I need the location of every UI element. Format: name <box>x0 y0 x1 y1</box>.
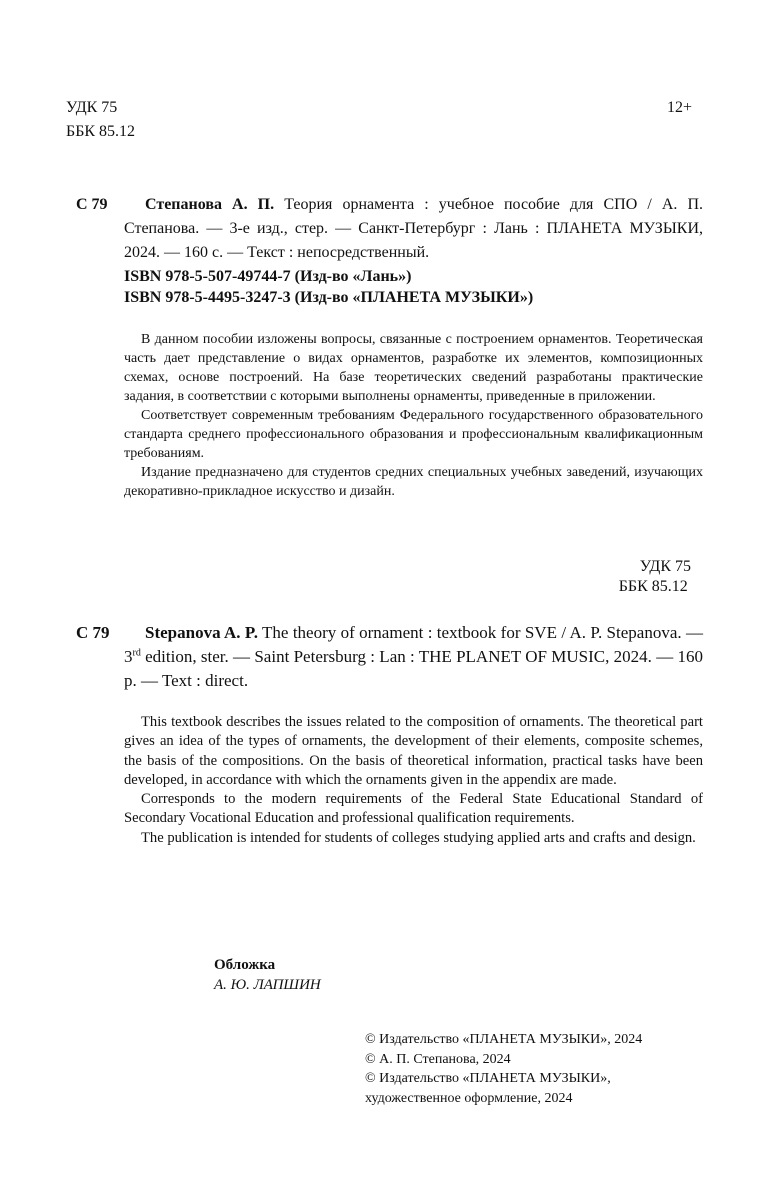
ru-entry-author: Степанова А. П. <box>145 196 275 213</box>
en-entry-title: The theory of ornament : textbook for SVE / A. P. Stepanova. — 3 <box>124 623 703 666</box>
en-abstract-paragraph: This textbook describes the issues related to the composition of ornaments. The theoretical part gives an idea of the types of ornaments, the development of their elements, composite schemes, the basis of the compositions. On the basis of theoretical information, practical tasks have been developed, in accordance with which the ornaments given in the appendix are made. <box>124 714 703 788</box>
en-abstract-paragraph: Corresponds to the modern requirements of the Federal State Educational Standard of Secondary Vocational Education and professional qualification requirements. <box>124 791 703 827</box>
en-abstract <box>124 713 703 848</box>
ru-abstract-paragraph: Издание предназначено для студентов средних специальных учебных заведений, изучающих декоративно-прикладное искусство и дизайн. <box>124 465 703 499</box>
bbk-code: ББК 85.12 <box>66 123 136 140</box>
en-abstract-paragraph: The publication is intended for students of colleges studying applied arts and crafts and design. <box>141 829 696 846</box>
ru-abstract <box>124 330 703 501</box>
ru-abstract-paragraph: Соответствует современным требованиям Федерального государственного образовательного стандарта среднего профессионального образования и профессиональным квалификационным требованиям. <box>124 408 703 461</box>
ru-abstract-paragraph: В данном пособии изложены вопросы, связанные с построением орнаментов. Теоретическая часть дает представление о видах орнаментов, разработке их элементов, композиционных схемах, основе построений. На базе теоретических сведений разработаны практические задания, в соответствии с которыми выполнены орнаменты, приведенные в приложении. <box>124 332 703 404</box>
isbn-planeta: ISBN 978-5-4495-3247-3 (Изд-во «ПЛАНЕТА МУЗЫКИ») <box>124 289 534 306</box>
ru-entry-body <box>124 193 703 265</box>
udk-code: УДК 75 <box>66 99 118 116</box>
isbn-lan: ISBN 978-5-507-49744-7 (Изд-во «Лань») <box>124 268 412 285</box>
ru-entry-code: С 79 <box>76 196 108 213</box>
copyright-line: © Издательство «ПЛАНЕТА МУЗЫКИ», <box>365 1071 611 1086</box>
copyright-line: художественное оформление, 2024 <box>365 1090 573 1106</box>
en-entry-code: С 79 <box>76 623 110 642</box>
classification-block <box>66 96 135 144</box>
cover-credit <box>214 955 321 995</box>
en-bibliographic-entry <box>76 621 703 693</box>
en-bbk-code: ББК 85.12 <box>618 578 688 595</box>
cover-label: Обложка <box>214 957 276 973</box>
copyright-line: © Издательство «ПЛАНЕТА МУЗЫКИ», 2024 <box>365 1032 643 1047</box>
en-classification-block <box>619 557 691 597</box>
ru-entry-description: Теория орнамента : учебное пособие для СПО / А. П. Степанова. — 3-е изд., стер. — Санкт-Петербург : Лань : ПЛАНЕТА МУЗЫКИ, 2024. — 160 с. — Текст : непосредственный. <box>124 196 704 261</box>
age-rating: 12+ <box>666 99 692 116</box>
en-entry-edition-suffix: rd <box>132 647 141 659</box>
copyright-line: © А. П. Степанова, 2024 <box>365 1051 511 1067</box>
en-entry-rest: edition, ster. — Saint Petersburg : Lan : THE PLANET OF MUSIC, 2024. — 160 p. — Text : direct. <box>124 647 703 690</box>
ru-bibliographic-entry <box>76 193 703 265</box>
copyright-block <box>365 1030 642 1108</box>
en-entry-body <box>124 621 703 693</box>
en-udk-code: УДК 75 <box>639 558 691 575</box>
en-entry-author: Stepanova A. P. <box>145 623 258 642</box>
cover-artist: А. Ю. ЛАПШИН <box>214 977 321 993</box>
